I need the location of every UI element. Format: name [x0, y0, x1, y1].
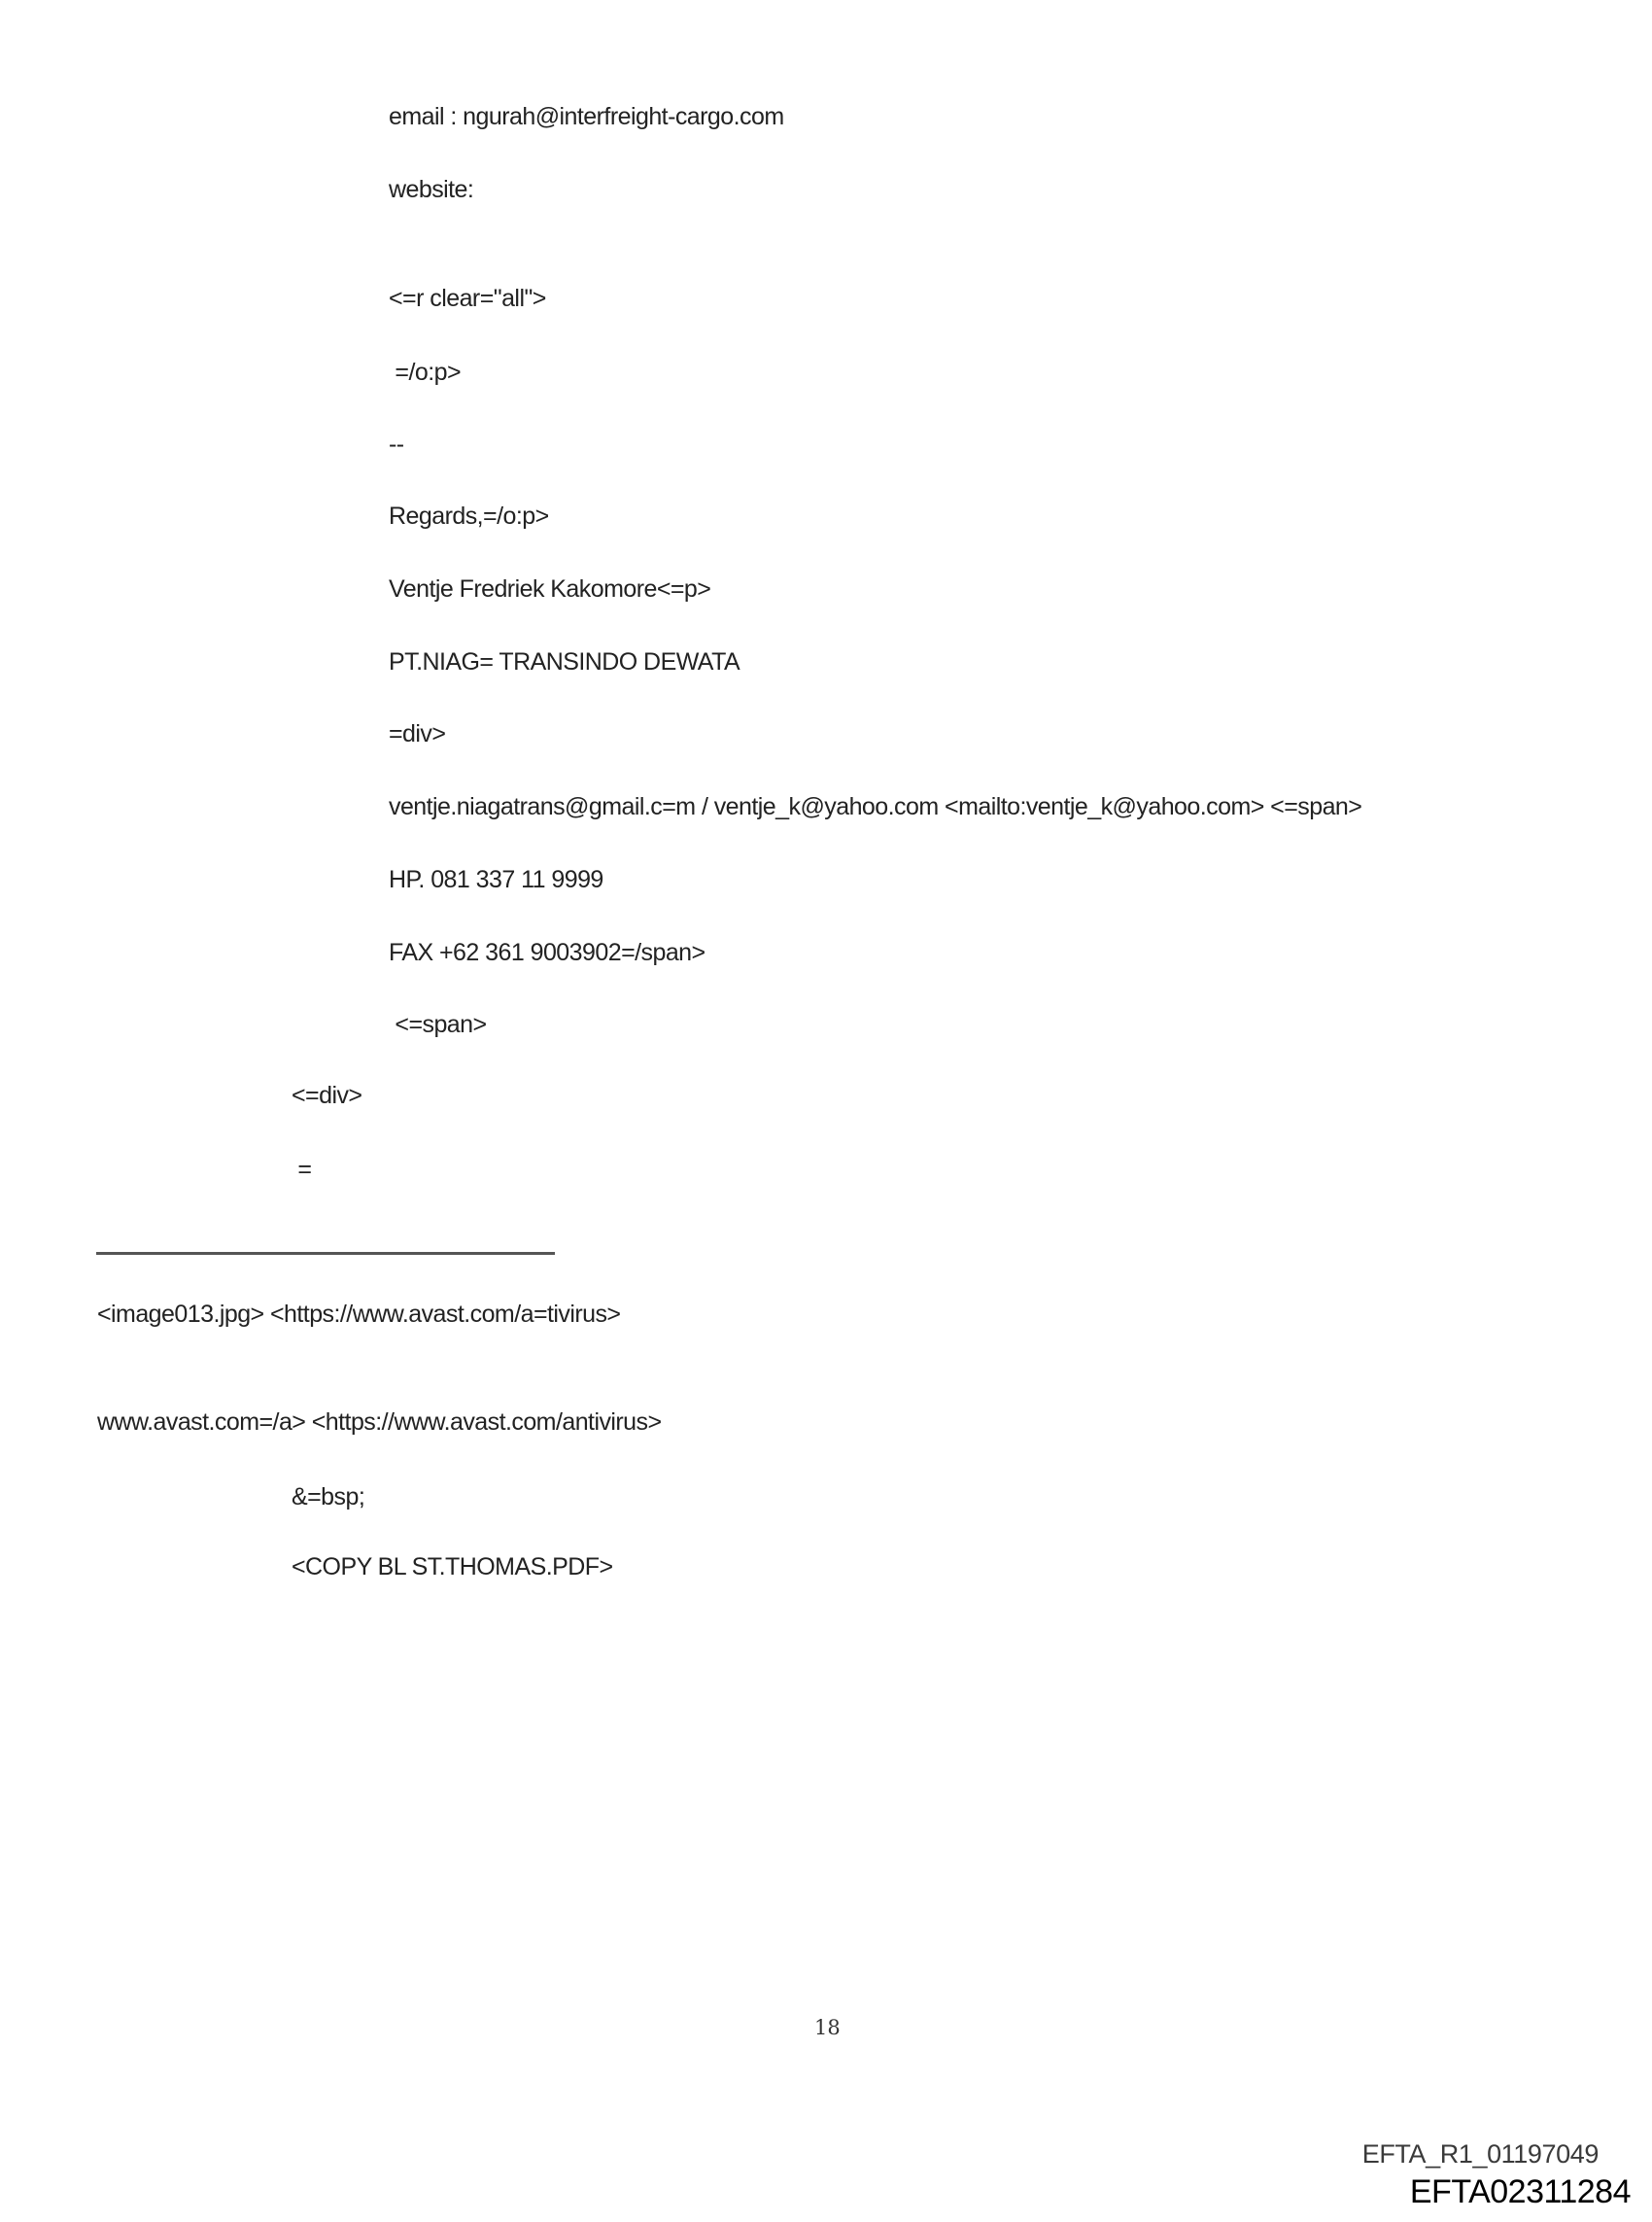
sender-phone: HP. 081 337 11 9999 — [389, 866, 603, 893]
html-fragment-line: =div> — [389, 720, 446, 747]
attachment-pdf-name: <COPY BL ST.THOMAS.PDF> — [292, 1553, 613, 1580]
attachment-image-link: <image013.jpg> <https://www.avast.com/a=tivirus> — [97, 1301, 621, 1328]
html-fragment-line: <=div> — [292, 1082, 362, 1109]
signature-email-line: email : ngurah@interfreight-cargo.com — [389, 103, 784, 130]
horizontal-divider — [96, 1252, 555, 1255]
sender-emails: ventje.niagatrans@gmail.c=m / ventje_k@yahoo.com <mailto:ventje_k@yahoo.com> <=span> — [389, 793, 1362, 820]
company-name: PT.NIAG= TRANSINDO DEWATA — [389, 648, 740, 676]
closing-regards: Regards,=/o:p> — [389, 503, 549, 530]
signature-website-line: website: — [389, 176, 474, 203]
bates-number-secondary: EFTA02311284 — [1409, 2173, 1631, 2210]
bates-number-primary: EFTA_R1_01197049 — [1361, 2139, 1599, 2169]
sender-name: Ventje Fredriek Kakomore<=p> — [389, 575, 711, 603]
html-fragment-line: =/o:p> — [389, 359, 461, 386]
html-fragment-line: <=r clear="all"> — [389, 285, 546, 312]
avast-link-line: www.avast.com=/a> <https://www.avast.com/antivirus> — [97, 1408, 662, 1436]
page-number: 18 — [814, 2016, 841, 2039]
sender-fax: FAX +62 361 9003902=/span> — [389, 939, 706, 966]
html-fragment-line: = — [292, 1156, 312, 1183]
signature-separator: -- — [389, 431, 404, 458]
html-entity-line: &=bsp; — [292, 1483, 365, 1510]
html-fragment-line: <=span> — [389, 1011, 487, 1038]
